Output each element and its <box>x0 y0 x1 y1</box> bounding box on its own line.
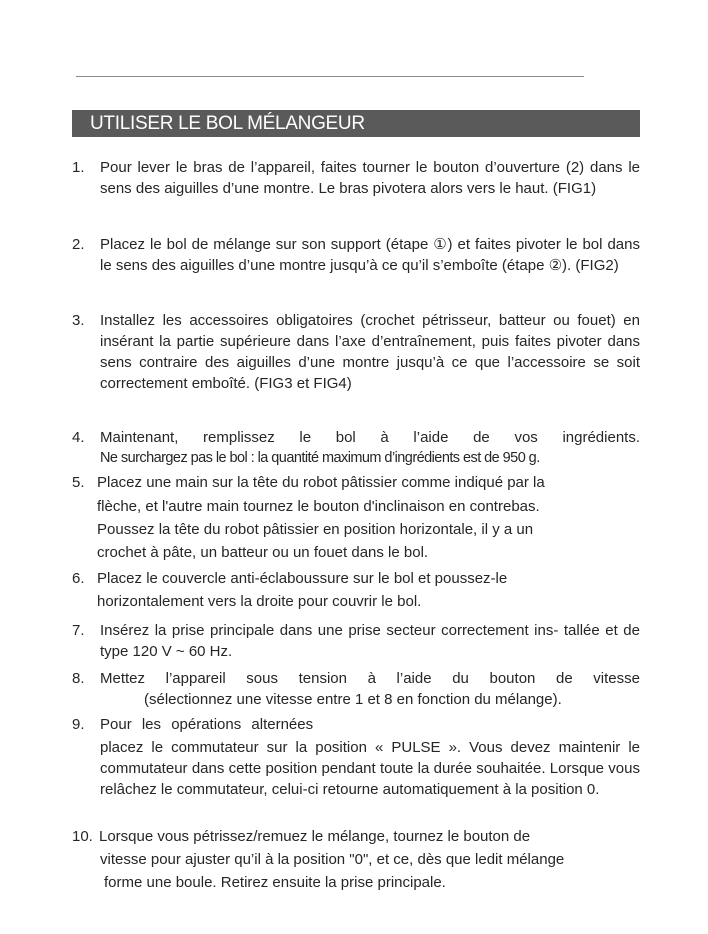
item-5-line-1: Placez une main sur la tête du robot pâtissier comme indiqué par la <box>97 474 545 491</box>
item-8-line-1: Mettez l’appareil sous tension à l’aide du bouton de vitesse <box>100 670 640 687</box>
item-10-number: 10. <box>72 828 93 845</box>
item-10-line-1: Lorsque vous pétrissez/remuez le mélange, tournez le bouton de <box>99 828 531 845</box>
item-8-line-2: (sélectionnez une vitesse entre 1 et 8 en fonction du mélange). <box>144 691 562 708</box>
item-10-line-2: vitesse pour ajuster qu’il à la position "0", et ce, dès que ledit mélange <box>100 851 565 868</box>
item-9-text: placez le commutateur sur la position « PULSE ». Vous devez maintenir le commutateur dans cette position pendant toute la durée souhaitée. Lorsque vous relâchez le commutateur, celui-ci retourne automatiquement à la position 0. <box>100 739 640 798</box>
section-heading: UTILISER LE BOL MÉLANGEUR <box>72 110 640 137</box>
item-5-line-3: Poussez la tête du robot pâtissier en position horizontale, il y a un <box>97 521 534 538</box>
item-5-line-4: crochet à pâte, un batteur ou un fouet dans le bol. <box>97 544 429 561</box>
item-1-text: Pour lever le bras de l’appareil, faites tourner le bouton d’ouverture (2) dans le sens des aiguilles d’une montre. Le bras pivotera alors vers le haut. (FIG1) <box>100 159 640 197</box>
top-divider-line <box>76 76 584 77</box>
item-5-number: 5. <box>72 474 85 491</box>
item-3-number: 3. <box>72 312 85 329</box>
item-9-line-1: Pour les opérations alternées <box>100 716 314 733</box>
item-5-line-2: flèche, et l'autre main tournez le bouton d'inclinaison en contrebas. <box>97 498 540 515</box>
item-3-text: Installez les accessoires obligatoires (crochet pétrisseur, batteur ou fouet) en insérant la partie supérieure dans l’axe d’entraînement, puis faites pivoter dans sens contraire des aiguilles d’une montre jusqu’à ce que l’accessoire se soit correctement emboîté. (FIG3 et FIG4) <box>100 312 640 392</box>
item-6-number: 6. <box>72 570 85 587</box>
item-6-line-1: Placez le couvercle anti-éclaboussure sur le bol et poussez-le <box>97 570 508 587</box>
item-4-line-1: Maintenant, remplissez le bol à l’aide de vos ingrédients. <box>100 429 640 446</box>
item-8-number: 8. <box>72 670 85 687</box>
item-4-number: 4. <box>72 429 85 446</box>
item-9-number: 9. <box>72 716 85 733</box>
item-2-text: Placez le bol de mélange sur son support (étape ①) et faites pivoter le bol dans le sens des aiguilles d’une montre jusqu’à ce qu’il s’emboîte (étape ②). (FIG2) <box>100 236 640 274</box>
item-6-line-2: horizontalement vers la droite pour couvrir le bol. <box>97 593 422 610</box>
item-2-number: 2. <box>72 236 85 253</box>
item-7-number: 7. <box>72 622 85 639</box>
item-7-text: Insérez la prise principale dans une prise secteur correctement ins- tallée et de type 120 V ~ 60 Hz. <box>100 622 640 660</box>
item-1-number: 1. <box>72 159 85 176</box>
item-10-line-3: forme une boule. Retirez ensuite la prise principale. <box>104 874 446 891</box>
item-4-line-2: Ne surchargez pas le bol : la quantité maximum d’ingrédients est de 950 g. <box>100 450 540 466</box>
